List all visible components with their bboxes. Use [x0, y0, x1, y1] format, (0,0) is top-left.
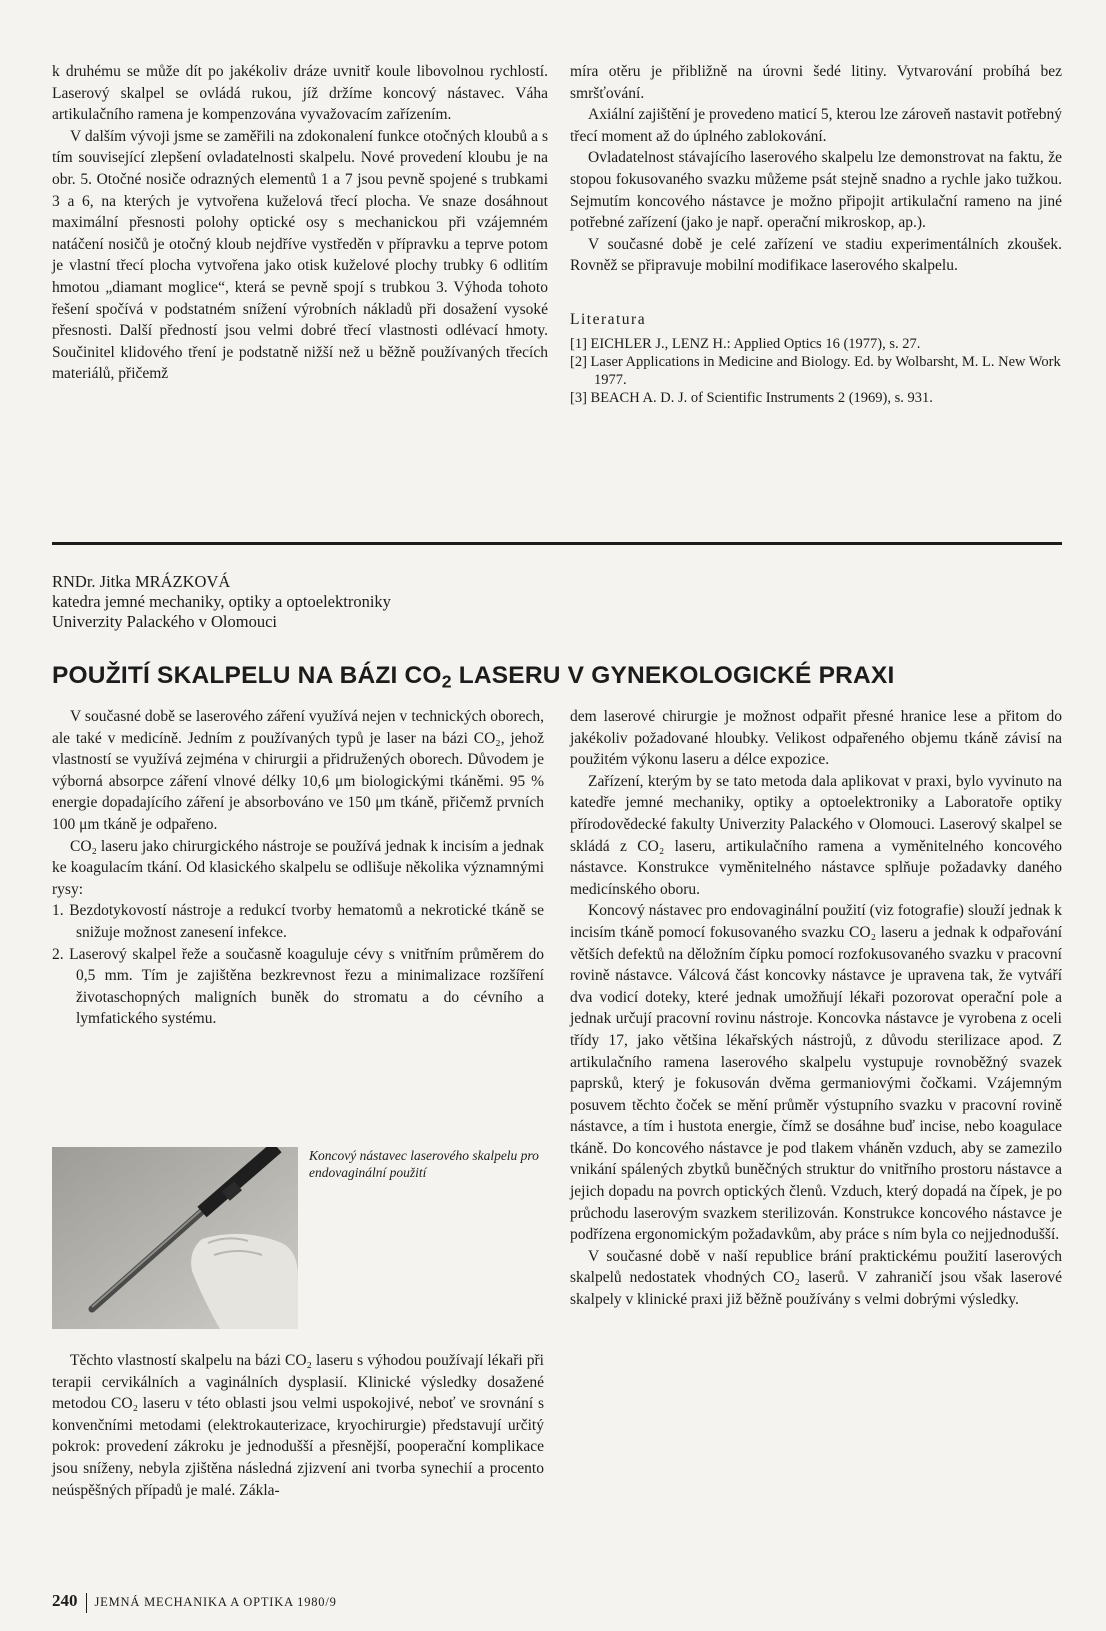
journal-name: JEMNÁ MECHANIKA A OPTIKA 1980/9: [94, 1595, 337, 1609]
list-item: 1. Bezdotykovostí nástroje a redukcí tvorby hematomů a nekrotické tkáně se snižuje možnost zanesení infekce.: [52, 902, 544, 941]
reference-list: [570, 335, 1062, 407]
instrument-photo-drawing: [52, 1147, 298, 1329]
paragraph: Koncový nástavec pro endovaginální použití (viz fotografie) slouží jednak k incisím tkáně pomocí fokusovaného svazku CO₂ laseru a jednak k odpařování větších defektů na děložním čípku pomocí rozfokusovaného svazku v pracovní rovině nástavce. Válcová část koncovky nástavce je upravena tak, že vytváří dva vodicí doteky, které jednak umožňují lékaři pozorovat operační pole a jednak určují pracovní rovinu nástroje. Koncovka nástavce je vyrobena z oceli třídy 17, jako většina lékařských nástrojů, z důvodu sterilizace apod. Z artikulačního ramena laserového skalpelu vystupuje rovnoběžný svazek paprsků, který je fokusován dvěma germaniovými čočkami. Vzájemným posuvem těchto čoček se mění průměr výstupního svazku v pracovní rovině nástavce, a tím i hustota energie, čímž se dosáhne buď incise, nebo koagulace tkáně. Do koncového nástavce je pod tlakem vháněn vzduch, aby se zamezilo vnikání spálených zbytků buněčných struktur do vnitřního prostoru nástavce a jejich dopadu na povrch optických členů. Vzduch, který dopadá na čípek, je po průchodu laserovým svazkem sterilizován. Konstrukce koncového nástavce je podřízena ergonomickým požadavkům, aby práce s ním byla co nejjednodušší.: [570, 902, 1062, 1244]
top-right-column: [570, 61, 1062, 407]
paragraph: dem laserové chirurgie je možnost odpařit přesné hranice lese a přitom do jakékoliv požadované hloubky. Velikost odpařeného objemu tkáně závisí na použitém výkonu laseru a délce expozice.: [570, 708, 1062, 769]
paragraph: V současné době v naší republice brání praktickému použití laserových skalpelů nedostatek vhodných CO₂ laserů. V zahraničí jsou však laserové skalpely v klinické praxi již běžně používány s velmi dobrými výsledky.: [570, 1247, 1062, 1309]
paragraph: k druhému se může dít po jakékoliv dráze uvnitř koule libovolnou rychlostí. Laserový skalpel se ovládá rukou, jíž držíme koncový nástavec. Váha artikulačního ramena je kompenzována vyvažovacím zařízením.: [52, 63, 548, 124]
article-title: [52, 661, 1062, 691]
body-left-column: [52, 706, 544, 1030]
figure: [52, 1147, 544, 1329]
paragraph: Axiální zajištění je provedeno maticí 5, kterou lze zároveň nastavit potřebný třecí moment až do úplného zablokování.: [570, 106, 1062, 145]
paragraph: Ovladatelnost stávajícího laserového skalpelu lze demonstrovat na faktu, že stopou fokusovaného svazku můžeme psát stejně snadno a rychle jako tužkou. Sejmutím koncového nástavce je možno připojit artikulační rameno na jiné potřebné zařízení (jako je např. operační mikroskop, ap.).: [570, 149, 1062, 232]
author-name: RNDr. Jitka MRÁZKOVÁ: [52, 572, 231, 591]
footer-separator: [86, 1593, 87, 1613]
title-part: POUŽITÍ SKALPELU NA BÁZI CO: [52, 662, 442, 689]
paragraph: Těchto vlastností skalpelu na bázi CO₂ laseru s výhodou používají lékaři při terapii cervikálních a vaginálních dysplasií. Klinické výsledky dosažené metodou CO₂ laseru v této oblasti jsou velmi uspokojivé, neboť ve srovnání s konvenčními metodami (elektrokauterizace, kryochirurgie) představují určitý pokrok: provedení zákroku je jednodušší a přesnější, pooperační komplikace jsou sníženy, nebyla zjištěna následná zjizvení ani tvorba synechií a procento neúspěšných případů je malé. Zákla-: [52, 1352, 544, 1499]
paragraph: V dalším vývoji jsme se zaměřili na zdokonalení funkce otočných kloubů a s tím související zlepšení ovladatelnosti skalpelu. Nové provedení kloubu je na obr. 5. Otočné nosiče odrazných elementů 1 a 7 jsou pevně spojené s trubkami 3 a 6, na kterých je vytvořena kuželová třecí plocha. Ve snaze dosáhnout maximální přesnosti polohy optické osy s mechanickou při vzájemném natáčení nosičů je otočný kloub nejdříve vystředěn v přípravku a teprve potom je vlastní třecí plocha vytvořena jako otisk kuželové plochy trubky 6 odlitím hmotou „diamant moglice“, která se pevně spojí s trubkou 3. Výhoda tohoto řešení spočívá v podstatném snížení výrobních nákladů při dosažení vysoké přesnosti. Další předností jsou velmi dobré třecí vlastnosti odlévací hmoty. Součinitel klidového tření je podstatně nižší než u běžně používaných třecích materiálů, přičemž: [52, 127, 548, 383]
paragraph: míra otěru je přibližně na úrovni šedé litiny. Vytvarování probíhá bez smršťování.: [570, 63, 1062, 102]
literature-heading: Literatura: [570, 310, 647, 328]
paragraph: Zařízení, kterým by se tato metoda dala aplikovat v praxi, bylo vyvinuto na katedře jemné mechaniky, optiky a optoelektroniky a Laboratoře optiky přírodovědecké fakulty Univerzity Palackého v Olomouci. Laserový skalpel se skládá z CO₂ laseru, artikulačního ramena a vyměnitelného koncového nástavce. Konstrukce vyměnitelného nástavce splňuje požadavky daného medicínského oboru.: [570, 772, 1062, 898]
paragraph: V současné době je celé zařízení ve stadiu experimentálních zkoušek. Rovněž se připravuje mobilní modifikace laserového skalpelu.: [570, 235, 1062, 275]
paragraph: CO₂ laseru jako chirurgického nástroje se používá jednak k incisím a jednak ke koagulacím tkání. Od klasického skalpelu se odlišuje několika významnými rysy:: [52, 837, 544, 898]
reference-item: [3] BEACH A. D. J. of Scientific Instruments 2 (1969), s. 931.: [570, 389, 933, 406]
section-divider: [52, 542, 1062, 545]
title-part: LASERU V GYNEKOLOGICKÉ PRAXI: [451, 662, 895, 689]
body-left-column-continued: [52, 1350, 544, 1501]
page-footer: [52, 1590, 337, 1614]
reference-item: [2] Laser Applications in Medicine and Biology. Ed. by Wolbarsht, M. L. New Work 1977.: [570, 353, 1061, 388]
reference-item: [1] EICHLER J., LENZ H.: Applied Optics 16 (1977), s. 27.: [570, 335, 921, 352]
paragraph: V současné době se laserového záření využívá nejen v technických oborech, ale také v medicíně. Jedním z používaných typů je laser na bázi CO₂, jehož vlastností se využívá zejména v chirurgii a přidružených oborech. Důvodem je výborná absorpce záření vlnové délky 10,6 μm biologickými tkáněmi. 95 % energie dopadajícího záření je absorbováno ve 150 μm tkáně, přičemž prvních 100 μm tkáně je odpařeno.: [52, 708, 544, 833]
feature-list: [52, 900, 544, 1030]
list-item: 2. Laserový skalpel řeže a současně koaguluje cévy s vnitřním průměrem do 0,5 mm. Tím je zajištěna bezkrevnost řezu a minimalizace rozšíření životaschopných maligních buněk do stromatu a do cévního a lymfatického systému.: [52, 945, 544, 1028]
page-number: 240: [52, 1591, 78, 1610]
instrument-photo: [52, 1147, 298, 1329]
author-university: Univerzity Palackého v Olomouci: [52, 612, 277, 631]
body-right-column: [570, 706, 1062, 1311]
title-subscript: 2: [441, 671, 452, 692]
top-left-column: [52, 61, 548, 385]
author-department: katedra jemné mechaniky, optiky a optoelektroniky: [52, 592, 391, 611]
author-block: [52, 572, 752, 632]
figure-caption: Koncový nástavec laserového skalpelu pro endovaginální použití: [309, 1148, 539, 1180]
